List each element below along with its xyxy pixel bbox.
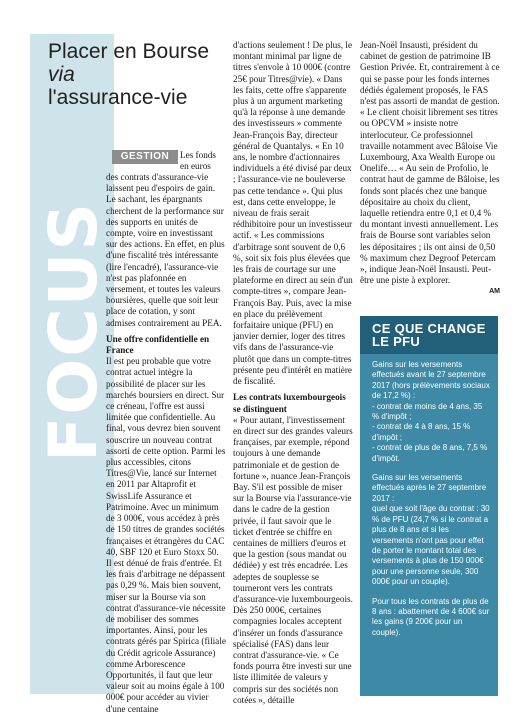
- article-title: [48, 40, 220, 109]
- col1-subheading: Une offre confidentielle en France: [106, 333, 210, 356]
- focus-label: FOCUS: [34, 200, 112, 462]
- sidebar-title-line2: LE PFU: [372, 334, 421, 349]
- sidebar-line: Gains sur les versements effectués avant le 27 septembre 2017 (hors prélèvements sociaux de 17,2 %) :: [372, 360, 490, 401]
- column-3: [360, 40, 500, 298]
- column-2: [233, 40, 354, 706]
- sidebar-body: [360, 354, 498, 638]
- sidebar-line: Pour tous les contrats de plus de 8 ans : abattement de 4 600€ sur les gains (9 200€ pour un couple).: [372, 596, 490, 637]
- title-line2: l'assurance-vie: [48, 86, 188, 109]
- author-signature: AM: [489, 288, 500, 296]
- pfu-sidebar: [360, 316, 498, 696]
- col2-subheading: Les contrats luxembourgeois se distinguent: [233, 392, 346, 414]
- sidebar-line: quel que soit l'âge du contrat : 30 % de PFU (24,7 % si le contrat a plus de 8 ans et si les versements n'ont pas pour effet de porter le montant total des versements à plus de 150 000€ pour une personne seule, 300 000€ pour un couple).: [372, 504, 490, 587]
- col3-paragraph-1: Jean-Noël Insausti, président du cabinet de gestion de patrimoine IB Gestion Privée. Et, contrairement à ce qui se passe pour les fonds internes dédiés également proposés, le FAS n'est pas assorti de mandat de gestion. « Le client choisit librement ses titres ou OPCVM » insiste notre interlocuteur. Ce professionnel travaille notamment avec Bâloise Vie Luxembourg, Axa Wealth Europe ou Onelife… « Au sein de Profolio, le contrat haut de gamme de Bâloise, les fonds sont placés chez une banque dépositaire au choix du client, laquelle retiendra entre 0,1 et 0,4 % du montant investi annuellement. Les frais de Bourse sont variables selon les dépositaires ; ils ont ainsi de 0,50 % maximum chez Degroof Petercam », indique Jean-Noël Insausti. Peut-être une piste à explorer.: [360, 40, 500, 286]
- section-badge: GESTION: [112, 150, 178, 164]
- sidebar-line: - contrat de plus de 8 ans, 7,5 % d'impôt.: [372, 443, 488, 463]
- title-line1: Placer en Bourse: [48, 40, 210, 63]
- sidebar-line: - contrat de 4 à 8 ans, 15 % d'impôt ;: [372, 422, 471, 442]
- title-heading: [48, 40, 220, 109]
- col2-paragraph-2: « Pour autant, l'investissement en direct sur des grandes valeurs françaises, par exemple, répond toujours à une demande patrimoniale et de gestion de fortune », nuance Jean-François Bay. S'il est possible de miser sur la Bourse via l'assurance-vie dans le cadre de la gestion privée, il faut savoir que le ticket d'entrée se chiffre en centaines de milliers d'euros et que la gestion (sous mandat ou dédiée) y est très encadrée. Les adeptes de souplesse se tourneront vers les contrats d'assurance-vie luxembourgeois. Dès 250 000€, certaines compagnies locales acceptent d'insérer un fonds d'assurance spécialisé (FAS) dans leur contrat d'assurance-vie. « Ce fonds pourra être investi sur une liste illimitée de valeurs y compris sur des sociétés non cotées », détaille: [233, 414, 353, 705]
- col2-paragraph-1: d'actions seulement ! De plus, le montant minimal par ligne de titres s'envole à 10 000€ (contre 25€ pour Titres@vie). « Dans les faits, cette offre s'apparente plus à un argument marketing qu'à la réponse à une demande des investisseurs » commente Jean-François Bay, directeur général de Quantalys. « En 10 ans, le nombre d'actionnaires individuels a été divisé par deux ; l'assurance-vie ne bouleverse pas cette tendance ». Qui plus est, dans cette enveloppe, le niveau de frais serait rédhibitoire pour un investisseur actif. « Les commissions d'arbitrage sont souvent de 0,6 %, soit six fois plus élevées que les frais de courtage sur une plateforme en direct au sein d'un compte-titres », compare Jean-François Bay. Puis, avec la mise en place du prélèvement forfaitaire unique (PFU) en janvier dernier, loger des titres vifs dans de l'assurance-vie plutôt que dans un compte-titres présente peu d'intérêt en matière de fiscalité.: [233, 40, 353, 387]
- col1-paragraph-2: Il est peu probable que votre contrat actuel intègre la possibilité de placer sur les marchés boursiers en direct. Sur ce créneau, l'offre est aussi limitée que confidentielle. Au final, vous devrez bien souvent souscrire un nouveau contrat assorti de cette option. Parmi les plus accessibles, citons Titres@Vie, lancé sur Internet en 2011 par Altaprofit et SwissLife Assurance et Patrimoine. Avec un minimum de 3 000€, vous accédez à près de 150 titres de grandes sociétés françaises et étrangères du CAC 40, SBF 120 et Euro Stoxx 50. Il est dénué de frais d'entrée. Et les frais d'arbitrage ne dépassent pas 0,29 %. Mais bien souvent, miser sur la Bourse via son contrat d'assurance-vie nécessite de mobiliser des sommes importantes. Ainsi, pour les contrats gérés par Spirica (filiale du Crédit agricole Assurance) comme Arborescence Opportunités, il faut que leur valeur soit au moins égale à 100 000€ pour accéder au vivier d'une centaine: [106, 356, 226, 714]
- title-via: via: [48, 63, 75, 86]
- sidebar-line: Gains sur les versements effectués après le 27 septembre 2017 :: [372, 473, 487, 503]
- column-1: [106, 150, 226, 715]
- col1-lead: Les fonds en euros: [180, 150, 216, 172]
- sidebar-line: - contrat de moins de 4 ans, 35 % d'impôt ;: [372, 401, 483, 422]
- sidebar-title: [360, 316, 498, 354]
- col1-paragraph-1: des contrats d'assurance-vie laissent peu d'espoirs de gain. Le sachant, les épargnants cherchent de la performance sur des supports en unités de compte, voire en investissant sur des actions. En effet, en plus d'une fiscalité très intéressante (lire l'encadré), l'assurance-vie n'est pas plafonnée en versement, et toutes les valeurs boursières, quelle que soit leur place de cotation, y sont admises contrairement au PEA.: [106, 172, 225, 328]
- sidebar-title-line1: CE QUE CHANGE: [372, 321, 486, 336]
